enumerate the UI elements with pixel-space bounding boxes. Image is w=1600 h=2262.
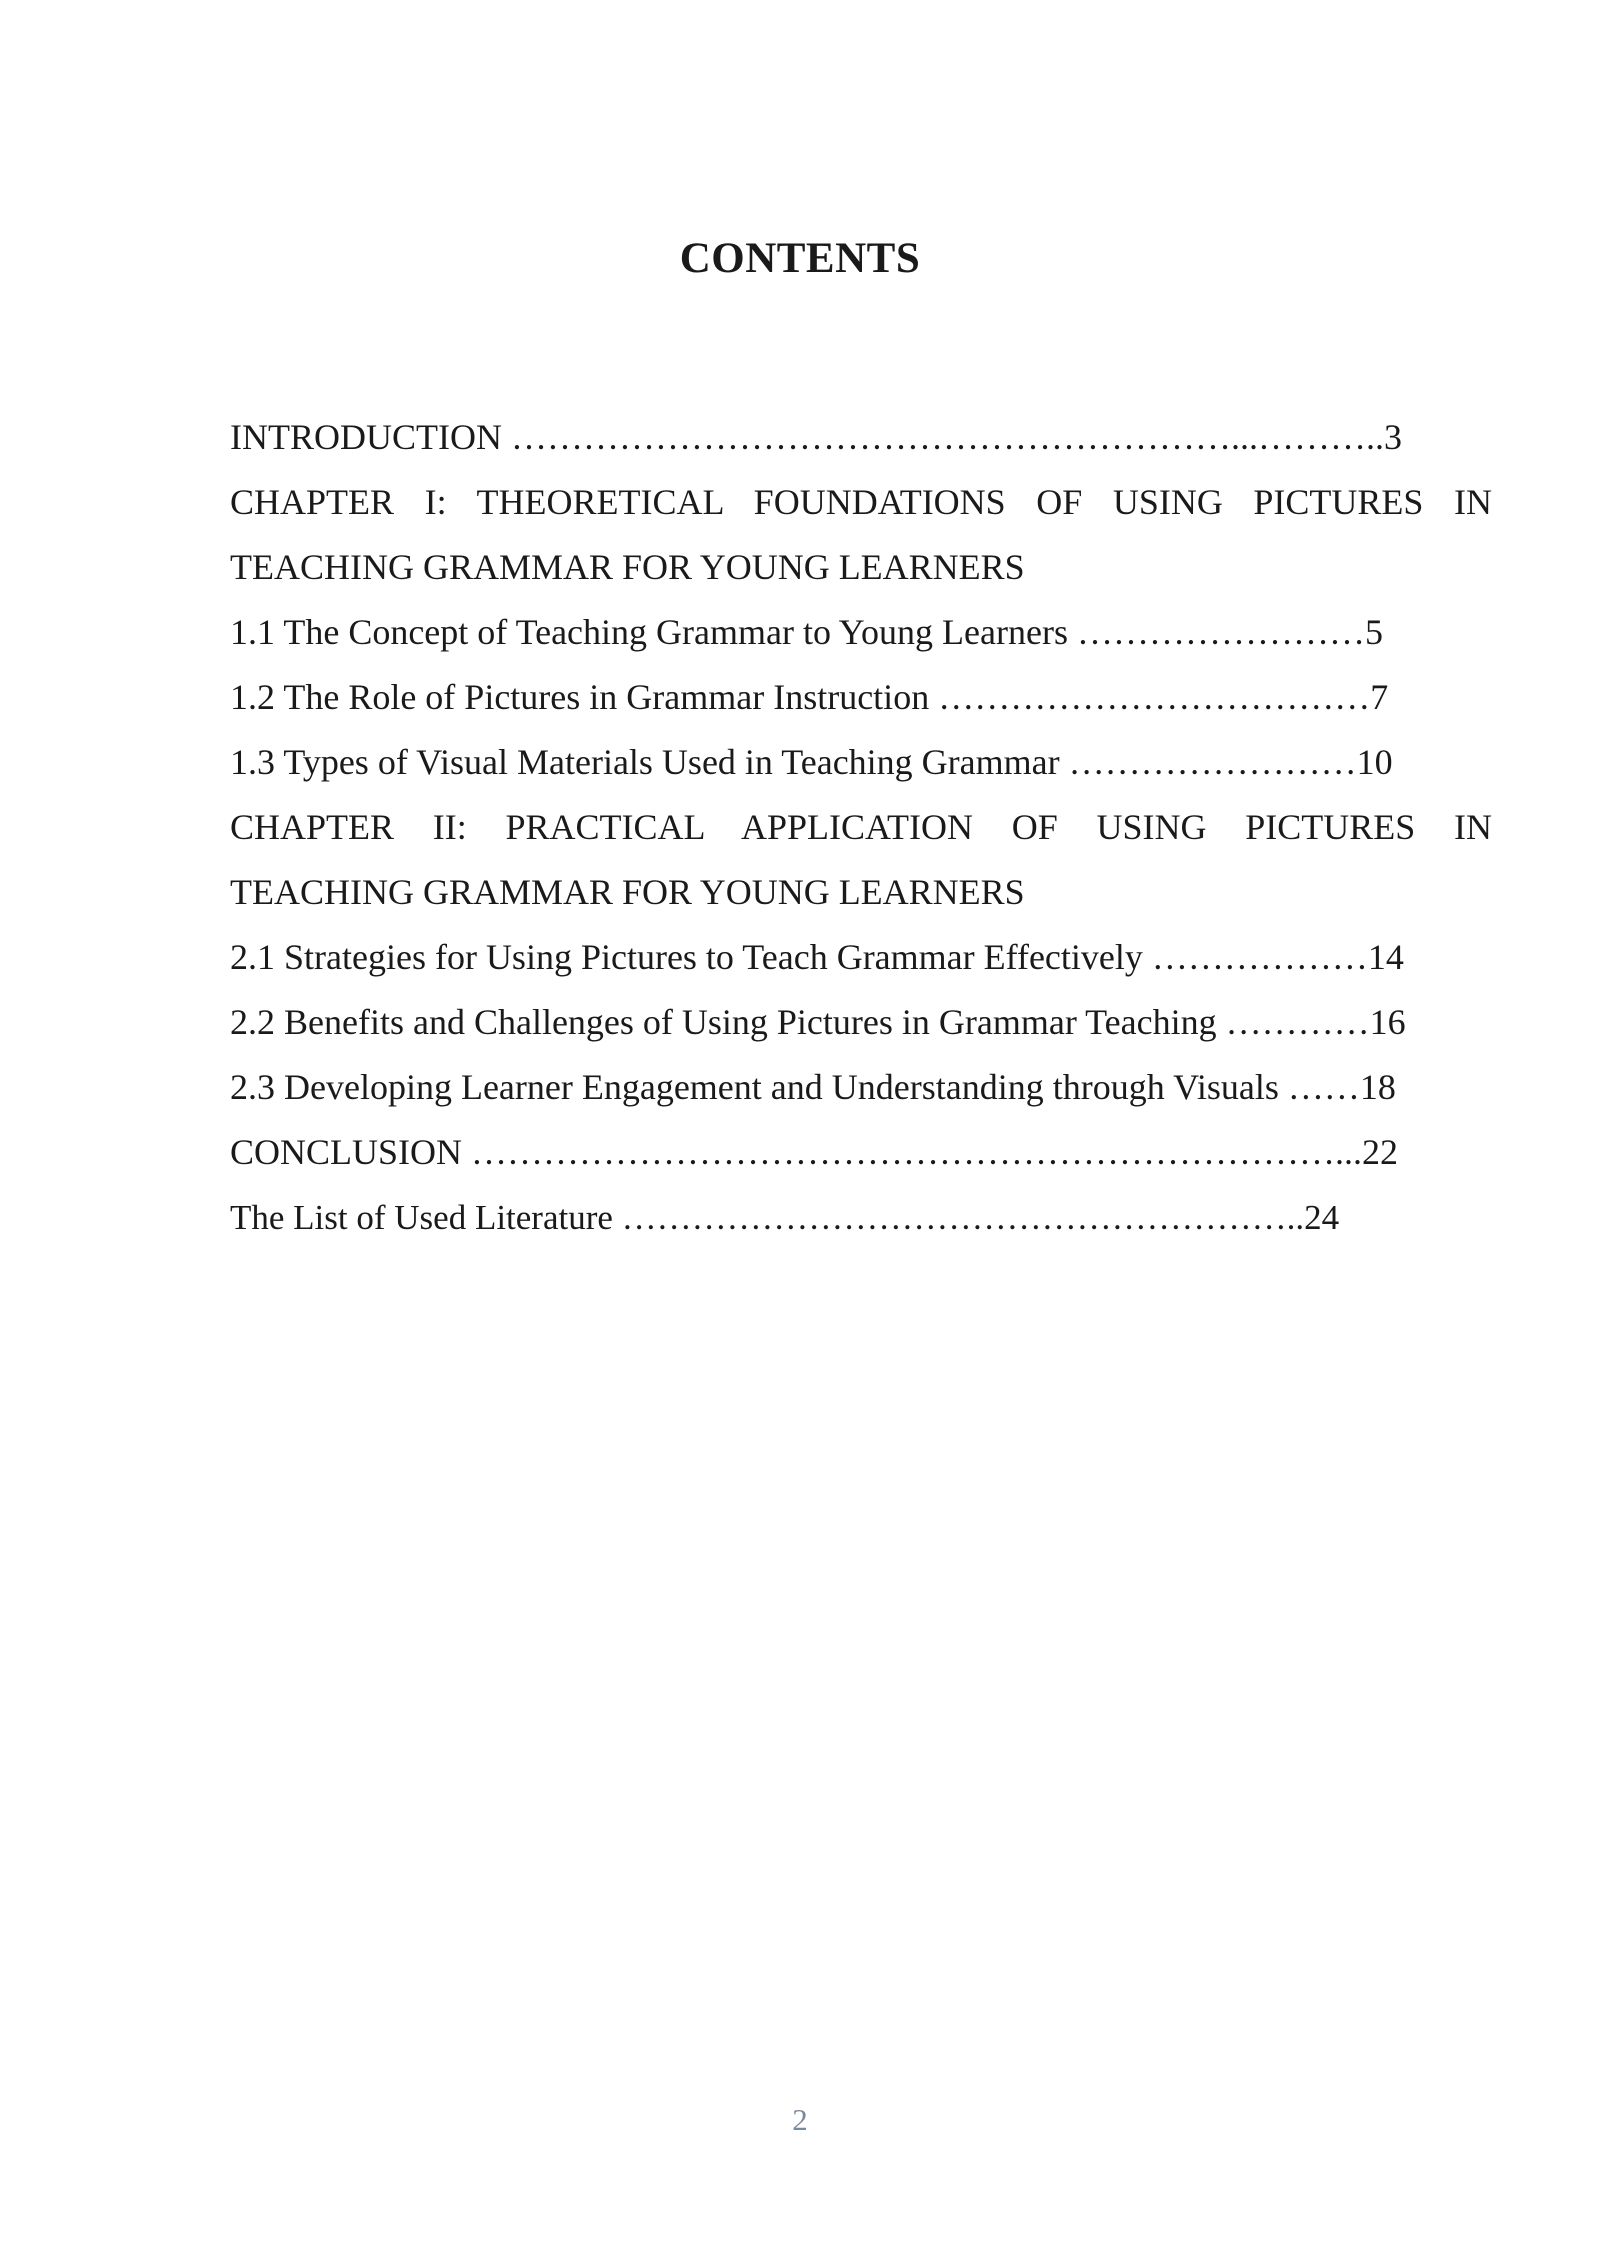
toc-entry-conclusion: CONCLUSION ………………………………………………………………...22 [230,1132,1399,1172]
toc-entry-1-3: 1.3 Types of Visual Materials Used in Teaching Grammar ……………………10 [230,742,1393,782]
page-title: CONTENTS [679,235,921,282]
toc-entry-introduction: INTRODUCTION ……………………………………………………...………..3 [230,417,1402,457]
toc-entry-1-2: 1.2 The Role of Pictures in Grammar Instruction ………………………………7 [230,677,1389,717]
toc-chapter-1-heading: CHAPTER I: THEORETICAL FOUNDATIONS OF USING PICTURES IN [230,482,1492,522]
toc-entry-2-1: 2.1 Strategies for Using Pictures to Teach Grammar Effectively ………………14 [230,937,1404,977]
toc-chapter-2-heading: CHAPTER II: PRACTICAL APPLICATION OF USING PICTURES IN [230,807,1492,847]
table-of-contents [230,405,1492,1250]
toc-entry-literature: The List of Used Literature …………………………………………………..24 [230,1198,1340,1237]
toc-entry-1-1: 1.1 The Concept of Teaching Grammar to Young Learners ……………………5 [230,612,1383,652]
toc-chapter-2-heading-continued: TEACHING GRAMMAR FOR YOUNG LEARNERS [230,872,1025,912]
toc-entry-2-3: 2.3 Developing Learner Engagement and Understanding through Visuals ……18 [230,1067,1396,1107]
toc-entry-2-2: 2.2 Benefits and Challenges of Using Pictures in Grammar Teaching …………16 [230,1002,1406,1042]
toc-chapter-1-heading-continued: TEACHING GRAMMAR FOR YOUNG LEARNERS [230,547,1025,587]
page-number: 2 [792,2102,808,2137]
